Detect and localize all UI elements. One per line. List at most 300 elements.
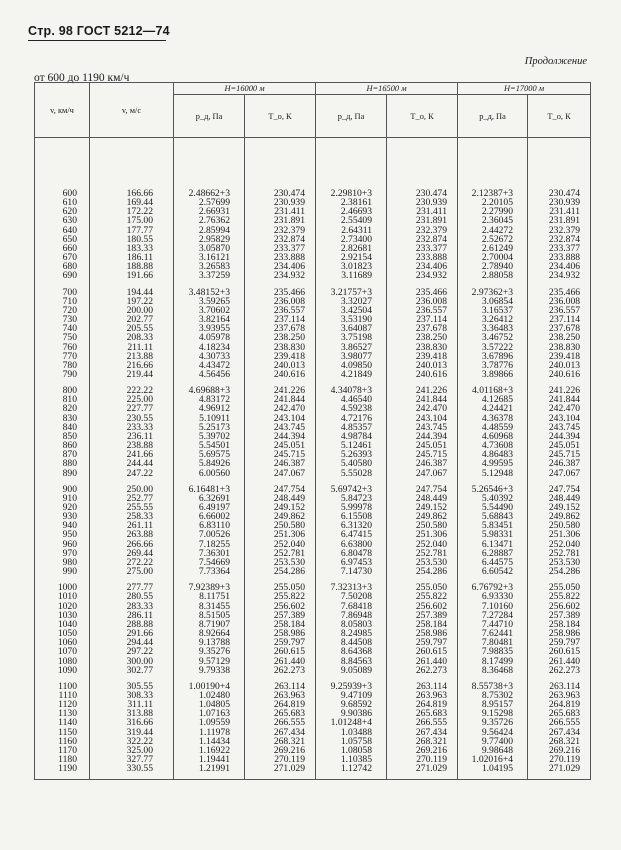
table-value: 216.66: [126, 359, 153, 371]
table-value: 3.26583: [198, 261, 230, 273]
cell-pressure-16500: [316, 679, 387, 780]
table-value: 2.82681: [340, 242, 373, 254]
table-value: 237.114: [549, 314, 581, 326]
table-value: 2.76362: [198, 215, 230, 227]
table-value: 2.97362+3: [471, 286, 514, 298]
table-value: 230.474: [273, 188, 306, 199]
table-value: 2.55409: [340, 215, 373, 227]
table-value: 247.067: [273, 467, 306, 479]
table-value: 258.33: [126, 511, 153, 523]
table-value: 3.36483: [481, 323, 514, 335]
table-value: 1.16922: [198, 744, 230, 756]
table-value: 8.92664: [198, 628, 230, 640]
table-value: 238.830: [273, 341, 306, 353]
table-value: 262.273: [415, 664, 448, 676]
table-value: 232.874: [548, 233, 581, 245]
table-value: 269.44: [126, 547, 153, 559]
table-value: 1040: [57, 618, 77, 630]
cell-v-ms: [90, 679, 174, 780]
table-value: 241.844: [415, 394, 448, 406]
table-value: 2.29810+3: [330, 188, 373, 199]
table-value: 2.38161: [340, 197, 373, 209]
table-value: 6.16481+3: [188, 483, 230, 495]
table-value: 260.615: [415, 646, 448, 658]
table-value: 186.11: [126, 252, 153, 264]
table-value: 6.28887: [481, 547, 514, 559]
cell-pressure-16500: [316, 138, 387, 285]
table-value: 237.114: [274, 314, 306, 326]
table-value: 2.92154: [340, 252, 373, 264]
table-value: 253.530: [548, 556, 581, 568]
table-value: 7.44710: [481, 618, 514, 630]
table-value: 7.00526: [198, 529, 230, 541]
cell-temperature-16500: [387, 580, 458, 679]
table-value: 670: [62, 252, 77, 264]
table-value: 3.82164: [198, 314, 230, 326]
table-value: 1.09559: [198, 717, 230, 729]
table-value: 235.466: [548, 286, 581, 298]
table-value: 249.152: [415, 502, 448, 513]
cell-pressure-17000: [458, 482, 528, 581]
table-value: 7.50208: [340, 591, 373, 603]
table-value: 8.71907: [198, 618, 230, 630]
table-value: 6.80478: [340, 547, 373, 559]
table-value: 230.474: [415, 188, 448, 199]
table-value: 4.34078+3: [330, 385, 373, 397]
table-value: 236.008: [548, 295, 581, 307]
table-value: 5.40392: [481, 492, 514, 504]
table-value: 8.05803: [340, 618, 373, 630]
table-value: 255.822: [415, 591, 448, 603]
table-value: 1180: [58, 754, 77, 766]
table-value: 245.715: [548, 449, 581, 461]
table-value: 6.31320: [340, 520, 373, 532]
group-header-16000: H=16000 м: [174, 83, 316, 95]
table-value: 245.715: [273, 449, 306, 461]
table-value: 2.85994: [198, 224, 230, 236]
table-value: 233.888: [415, 252, 448, 264]
table-value: 249.862: [273, 511, 306, 523]
table-value: 8.11751: [199, 591, 230, 603]
table-value: 256.602: [548, 600, 581, 612]
table-value: 4.59238: [340, 403, 373, 415]
table-value: 9.35726: [481, 717, 514, 729]
table-value: 3.06854: [481, 295, 514, 307]
cell-pressure-16000: [174, 482, 245, 581]
table-value: 2.70004: [481, 252, 514, 264]
table-value: 270.119: [549, 754, 581, 766]
table-value: 260.615: [548, 646, 581, 658]
table-value: 880: [62, 458, 77, 470]
table-value: 230.939: [548, 197, 581, 209]
table-value: 259.797: [415, 637, 448, 649]
table-value: 3.89866: [481, 368, 514, 380]
page-header: Стр. 98 ГОСТ 5212—74: [28, 24, 170, 38]
cell-pressure-16000: [174, 580, 245, 679]
table-value: 5.12461: [340, 440, 373, 452]
table-value: 238.830: [548, 341, 581, 353]
table-value: 238.250: [548, 332, 581, 344]
cell-temperature-17000: [528, 482, 591, 581]
table-value: 269.216: [415, 744, 448, 756]
table-value: 242.470: [548, 403, 581, 415]
table-value: 250.580: [415, 520, 448, 532]
table-value: 1.05758: [340, 735, 373, 747]
table-value: 4.99595: [481, 458, 514, 470]
table-value: 250.580: [273, 520, 306, 532]
table-value: 4.73608: [481, 440, 514, 452]
table-value: 266.555: [273, 717, 306, 729]
table-value: 3.75198: [340, 332, 373, 344]
table-value: 241.226: [415, 385, 448, 397]
table-value: 268.321: [548, 735, 581, 747]
table-value: 4.98784: [340, 430, 373, 442]
table-value: 3.16537: [481, 304, 514, 316]
table-value: 305.55: [126, 680, 153, 692]
table-value: 242.470: [415, 403, 448, 415]
cell-v-kmh: [35, 285, 90, 384]
table-value: 870: [62, 449, 77, 461]
table-value: 240.616: [415, 368, 448, 380]
table-value: 5.69742+3: [330, 483, 373, 495]
cell-pressure-17000: [458, 580, 528, 679]
atmosphere-table: [34, 82, 591, 780]
table-value: 302.77: [126, 664, 153, 676]
table-value: 4.56456: [198, 368, 230, 380]
table-value: 8.44508: [340, 637, 373, 649]
table-value: 237.114: [416, 314, 448, 326]
table-value: 830: [62, 412, 77, 424]
table-value: 2.66931: [198, 206, 230, 218]
table-value: 6.15508: [340, 511, 373, 523]
table-value: 5.84926: [198, 458, 230, 470]
table-value: 6.13471: [481, 538, 514, 550]
table-value: 237.678: [273, 323, 306, 335]
table-value: 277.77: [126, 582, 153, 594]
table-value: 243.104: [273, 412, 306, 424]
table-value: 267.434: [548, 726, 581, 738]
table-value: 233.377: [415, 242, 448, 254]
table-value: 3.26412: [481, 314, 514, 326]
table-value: 5.69575: [198, 449, 230, 461]
cell-pressure-16000: [174, 285, 245, 384]
table-value: 247.067: [548, 467, 581, 479]
table-value: 910: [62, 492, 77, 504]
table-value: 4.24421: [481, 403, 514, 415]
table-value: 243.745: [415, 421, 448, 433]
table-value: 9.05089: [340, 664, 373, 676]
table-value: 800: [62, 385, 77, 397]
table-value: 327.77: [126, 754, 153, 766]
table-value: 231.411: [416, 206, 448, 218]
table-value: 2.88058: [481, 270, 514, 282]
cell-temperature-16000: [245, 679, 316, 780]
table-value: 5.68843: [481, 511, 514, 523]
table-value: 241.844: [273, 394, 306, 406]
table-value: 1120: [58, 699, 77, 711]
table-value: 8.17499: [481, 655, 514, 667]
table-value: 330.55: [126, 763, 153, 775]
table-value: 258.184: [415, 618, 448, 630]
table-value: 234.932: [415, 270, 448, 282]
table-value: 265.683: [273, 708, 306, 720]
group-header-16500: H=16500 м: [316, 83, 458, 95]
table-value: 257.389: [415, 609, 448, 621]
table-value: 263.114: [274, 680, 306, 692]
table-value: 266.555: [548, 717, 581, 729]
table-block: [35, 285, 591, 384]
table-value: 291.66: [126, 628, 153, 640]
table-value: 258.184: [273, 618, 306, 630]
table-value: 232.379: [415, 224, 448, 236]
table-value: 233.888: [273, 252, 306, 264]
table-value: 183.33: [126, 242, 153, 254]
group-header-17000: H=17000 м: [458, 83, 591, 95]
table-value: 1.08058: [340, 744, 373, 756]
table-value: 1.04805: [198, 699, 230, 711]
table-value: 3.46752: [481, 332, 514, 344]
table-value: 267.434: [415, 726, 448, 738]
table-value: 200.00: [126, 304, 153, 316]
table-value: 680: [62, 261, 77, 273]
table-value: 1080: [57, 655, 77, 667]
table-value: 8.75302: [481, 689, 514, 701]
table-value: 6.60542: [481, 566, 514, 578]
table-value: 180.55: [126, 233, 153, 245]
table-value: 9.25939+3: [330, 680, 373, 692]
table-value: 297.22: [126, 646, 153, 658]
table-value: 246.387: [415, 458, 448, 470]
speed-range-label: от 600 до 1190 км/ч: [34, 72, 130, 84]
table-value: 7.86948: [340, 609, 373, 621]
table-value: 238.830: [415, 341, 448, 353]
table-value: 254.286: [273, 566, 306, 578]
table-value: 264.819: [415, 699, 448, 711]
table-value: 7.32313+3: [330, 582, 373, 594]
table-value: 256.602: [273, 600, 306, 612]
table-value: 241.226: [548, 385, 581, 397]
table-value: 250.580: [548, 520, 581, 532]
table-value: 950: [62, 529, 77, 541]
table-value: 700: [62, 286, 77, 298]
table-value: 8.31455: [198, 600, 230, 612]
table-value: 1020: [57, 600, 77, 612]
table-value: 233.888: [548, 252, 581, 264]
table-value: 238.250: [273, 332, 306, 344]
table-value: 1.12742: [340, 763, 373, 775]
col-header-v-kmh: v, км/ч: [35, 83, 90, 138]
col-header-temperature-1: T_о, К: [245, 95, 316, 138]
table-value: 4.09850: [340, 359, 373, 371]
table-value: 7.14730: [340, 566, 373, 578]
table-value: 2.57699: [198, 197, 230, 209]
table-value: 294.44: [126, 637, 153, 649]
table-value: 860: [62, 440, 77, 452]
table-value: 780: [62, 359, 77, 371]
col-header-temperature-3: T_о, К: [528, 95, 591, 138]
table-value: 270.119: [274, 754, 306, 766]
table-value: 3.21757+3: [330, 286, 373, 298]
table-value: 4.86483: [481, 449, 514, 461]
table-value: 6.93330: [481, 591, 514, 603]
table-value: 3.93955: [198, 323, 230, 335]
table-value: 308.33: [126, 689, 153, 701]
table-value: 790: [62, 368, 77, 380]
table-value: 7.18255: [198, 538, 230, 550]
table-value: 4.48559: [481, 421, 514, 433]
cell-temperature-16000: [245, 383, 316, 482]
table-value: 640: [62, 224, 77, 236]
table-value: 262.273: [273, 664, 306, 676]
table-value: 2.27990: [481, 206, 514, 218]
table-value: 236.11: [126, 430, 153, 442]
table-value: 227.77: [126, 403, 153, 415]
table-value: 6.66002: [198, 511, 230, 523]
header-rule: [28, 40, 166, 41]
table-value: 650: [62, 233, 77, 245]
cell-v-kmh: [35, 580, 90, 679]
table-block: [35, 580, 591, 679]
table-value: 255.050: [548, 582, 581, 594]
table-value: 3.16121: [198, 252, 230, 264]
table-value: 231.411: [274, 206, 306, 218]
cell-v-ms: [90, 383, 174, 482]
table-block: [35, 679, 591, 780]
table-value: 3.57222: [481, 341, 514, 353]
cell-temperature-17000: [528, 383, 591, 482]
table-value: 850: [62, 430, 77, 442]
col-header-pressure-3: p_д, Па: [458, 95, 528, 138]
table-value: 4.83172: [198, 394, 230, 406]
table-value: 271.029: [273, 763, 306, 775]
table-value: 241.844: [548, 394, 581, 406]
table-value: 620: [62, 206, 77, 218]
cell-temperature-17000: [528, 285, 591, 384]
table-value: 4.43472: [198, 359, 230, 371]
table-value: 810: [62, 394, 77, 406]
table-value: 231.891: [415, 215, 448, 227]
table-value: 1.04195: [481, 763, 514, 775]
table-value: 275.00: [126, 566, 153, 578]
table-value: 175.00: [126, 215, 153, 227]
cell-pressure-16500: [316, 285, 387, 384]
table-value: 7.62441: [481, 628, 514, 640]
table-value: 3.98077: [340, 350, 373, 362]
table-value: 720: [62, 304, 77, 316]
table-value: 197.22: [126, 295, 153, 307]
table-value: 246.387: [548, 458, 581, 470]
table-value: 238.88: [126, 440, 153, 452]
table-value: 233.377: [548, 242, 581, 254]
table-value: 1090: [57, 664, 77, 676]
table-value: 211.11: [127, 341, 153, 353]
table-value: 7.68418: [340, 600, 373, 612]
table-value: 316.66: [126, 717, 153, 729]
table-value: 244.44: [126, 458, 153, 470]
table-value: 244.394: [415, 430, 448, 442]
table-value: 249.862: [548, 511, 581, 523]
table-value: 222.22: [126, 385, 153, 397]
table-value: 900: [62, 483, 77, 495]
cell-pressure-16500: [316, 482, 387, 581]
table-value: 239.418: [548, 350, 581, 362]
table-value: 269.216: [548, 744, 581, 756]
table-value: 245.051: [273, 440, 306, 452]
table-value: 261.440: [548, 655, 581, 667]
table-value: 232.379: [273, 224, 306, 236]
cell-pressure-17000: [458, 138, 528, 285]
table-value: 760: [62, 341, 77, 353]
table-value: 730: [62, 314, 77, 326]
table-value: 245.051: [548, 440, 581, 452]
cell-pressure-17000: [458, 679, 528, 780]
cell-temperature-16000: [245, 285, 316, 384]
table-value: 660: [62, 242, 77, 254]
table-value: 2.20105: [481, 197, 514, 209]
table-value: 5.10911: [199, 412, 230, 424]
table-value: 1000: [57, 582, 77, 594]
table-value: 3.01823: [340, 261, 373, 273]
table-value: 246.387: [273, 458, 306, 470]
table-value: 740: [62, 323, 77, 335]
table-value: 4.60968: [481, 430, 514, 442]
table-value: 219.44: [126, 368, 153, 380]
table-value: 270.119: [416, 754, 448, 766]
table-value: 5.12948: [481, 467, 514, 479]
table-value: 322.22: [126, 735, 153, 747]
table-value: 890: [62, 467, 77, 479]
table-value: 4.96912: [198, 403, 230, 415]
table-value: 265.683: [415, 708, 448, 720]
table-value: 1140: [58, 717, 77, 729]
cell-temperature-16500: [387, 679, 458, 780]
table-value: 4.21849: [340, 368, 373, 380]
table-value: 9.57129: [198, 655, 230, 667]
table-value: 2.64311: [341, 224, 373, 236]
table-value: 240.013: [273, 359, 306, 371]
table-value: 8.84563: [340, 655, 373, 667]
table-value: 271.029: [415, 763, 448, 775]
table-value: 257.389: [548, 609, 581, 621]
table-value: 4.36378: [481, 412, 514, 424]
table-value: 263.114: [416, 680, 448, 692]
table-value: 3.59265: [198, 295, 230, 307]
table-value: 263.963: [415, 689, 448, 701]
table-value: 2.46693: [340, 206, 373, 218]
table-value: 234.932: [273, 270, 306, 282]
table-value: 1.02480: [198, 689, 230, 701]
table-value: 236.008: [415, 295, 448, 307]
cell-v-ms: [90, 138, 174, 285]
table-value: 4.69688+3: [188, 385, 230, 397]
table-value: 8.36468: [481, 664, 514, 676]
table-value: 6.76792+3: [471, 582, 514, 594]
table-value: 1.21991: [198, 763, 230, 775]
table-value: 244.394: [273, 430, 306, 442]
table-value: 235.466: [415, 286, 448, 298]
table-value: 5.26393: [340, 449, 373, 461]
table-value: 249.152: [273, 502, 306, 513]
table-value: 252.040: [548, 538, 581, 550]
table-value: 6.47415: [340, 529, 373, 541]
table-value: 1.03488: [340, 726, 373, 738]
table-value: 4.85357: [340, 421, 373, 433]
table-value: 4.72176: [340, 412, 373, 424]
table-value: 1010: [57, 591, 77, 603]
table-value: 266.555: [415, 717, 448, 729]
table-value: 269.216: [273, 744, 306, 756]
table-value: 261.440: [273, 655, 306, 667]
